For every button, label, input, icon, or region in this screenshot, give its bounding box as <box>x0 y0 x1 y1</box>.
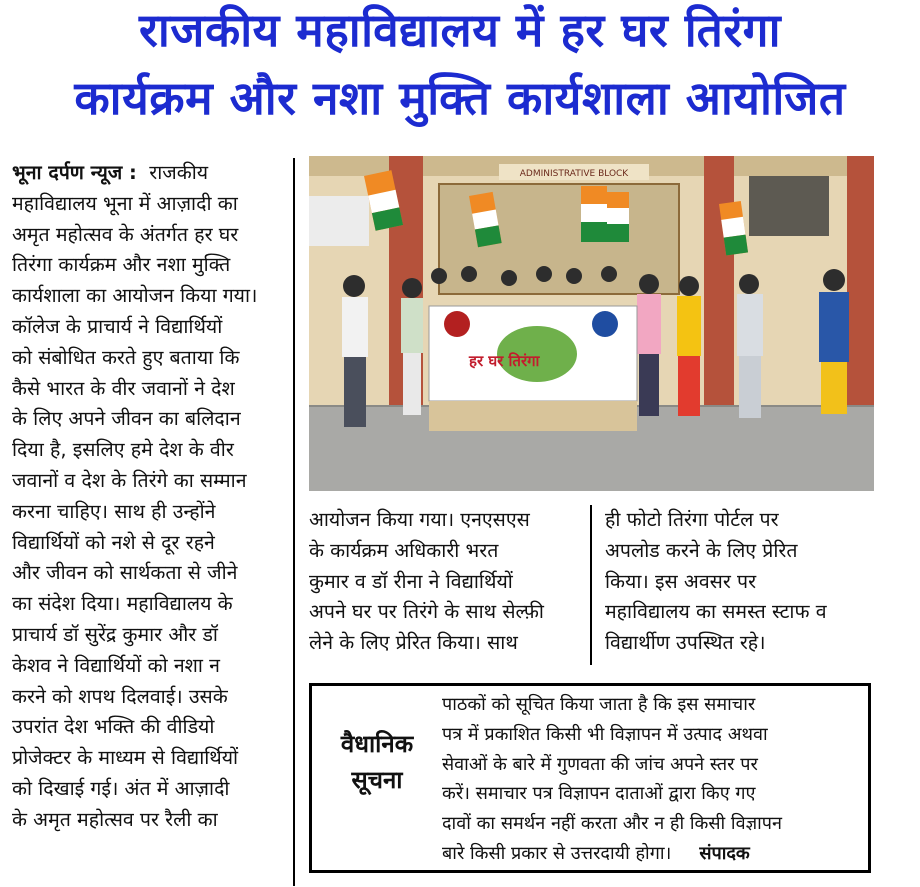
notice-line: करें। समाचार पत्र विज्ञापन दाताओं द्वारा किए गए <box>442 783 756 805</box>
notice-text: बारे किसी प्रकार से उत्तरदायी होगा। <box>442 842 672 864</box>
headline-line-2: कार्यक्रम और नशा मुक्ति कार्यशाला आयोजित <box>74 71 846 125</box>
article-line: करने को शपथ दिलवाई। उसके <box>12 684 228 708</box>
legal-notice-box <box>309 683 871 873</box>
notice-line: पाठकों को सूचित किया जाता है कि इस समाचार <box>442 694 756 715</box>
article-line: करना चाहिए। साथ ही उन्होंने <box>12 499 216 523</box>
article-line: अपलोड करने के लिए प्रेरित <box>605 538 798 562</box>
article-line: महाविद्यालय भूना में आज़ादी का <box>12 191 238 215</box>
article-left-column <box>12 158 282 836</box>
flag-icon <box>607 192 629 242</box>
article-line <box>12 158 282 189</box>
article-line: दिया है, इसलिए हमे देश के वीर <box>12 438 234 462</box>
article-line: कॉलेज के प्राचार्य ने विद्यार्थियों <box>12 314 223 338</box>
article-text: राजकीय <box>149 161 209 184</box>
notice-body <box>442 690 862 869</box>
article-line: महाविद्यालय का समस्त स्टाफ व <box>605 600 827 624</box>
article-line: जवानों व देश के तिरंगे का सम्मान <box>12 468 247 492</box>
article-line: केशव ने विद्यार्थियों को नशा न <box>12 653 220 677</box>
banner-text: हर घर तिरंगा <box>469 352 540 370</box>
article-line: उपरांत देश भक्ति की वीडियो <box>12 715 215 739</box>
notice-title-line: वैधानिक <box>340 730 414 758</box>
article-line: अपने घर पर तिरंगे के साथ सेल्फ़ी <box>309 600 544 624</box>
article-line: तिरंगा कार्यक्रम और नशा मुक्ति <box>12 253 231 277</box>
editor-signature: संपादक <box>699 842 750 864</box>
article-line: अमृत महोत्सव के अंतर्गत हर घर <box>12 222 239 246</box>
article-line: प्राचार्य डॉ सुरेंद्र कुमार और डॉ <box>12 622 218 646</box>
article-middle-column <box>309 505 577 659</box>
article-line: को दिखाई गई। अंत में आज़ादी <box>12 776 230 800</box>
building-sign: ADMINISTRATIVE BLOCK <box>519 169 629 179</box>
notice-line: पत्र में प्रकाशित किसी भी विज्ञापन में उत्पाद अथवा <box>442 723 768 745</box>
article-line: कुमार व डॉ रीना ने विद्यार्थियों <box>309 569 513 593</box>
column-divider <box>590 505 592 665</box>
notice-line: दावों का समर्थन नहीं करता और न ही किसी विज्ञापन <box>442 813 782 835</box>
article-line: ही फोटो तिरंगा पोर्टल पर <box>605 508 779 531</box>
flag-icon <box>581 186 607 242</box>
notice-title-line: सूचना <box>351 766 403 794</box>
article-line: लेने के लिए प्रेरित किया। साथ <box>309 631 518 655</box>
article-line: के लिए अपने जीवन का बलिदान <box>12 407 241 431</box>
notice-title <box>322 726 432 798</box>
article-line: कार्यशाला का आयोजन किया गया। <box>12 284 258 308</box>
article-line: के अमृत महोत्सव पर रैली का <box>12 807 218 831</box>
article-right-column <box>605 505 873 659</box>
byline: भूना दर्पण न्यूज : <box>12 161 137 184</box>
article-line: के कार्यक्रम अधिकारी भरत <box>309 538 499 562</box>
article-line: को संबोधित करते हुए बताया कि <box>12 345 240 369</box>
article-line: विद्यार्थीण उपस्थित रहे। <box>605 631 766 655</box>
article-line: विद्यार्थियों को नशे से दूर रहने <box>12 530 215 554</box>
article-line: कैसे भारत के वीर जवानों ने देश <box>12 376 235 400</box>
headline-line-1: राजकीय महाविद्यालय में हर घर तिरंगा <box>139 3 781 57</box>
article-line: किया। इस अवसर पर <box>605 569 757 593</box>
article-line: आयोजन किया गया। एनएसएस <box>309 508 530 531</box>
column-divider <box>293 158 295 886</box>
notice-line <box>442 839 862 869</box>
article-line: प्रोजेक्टर के माध्यम से विद्यार्थियों <box>12 746 239 770</box>
article-line: और जीवन को सार्थकता से जीने <box>12 561 238 585</box>
event-photo <box>309 156 874 491</box>
notice-line: सेवाओं के बारे में गुणवता की जांच अपने स्तर पर <box>442 753 758 775</box>
article-line: का संदेश दिया। महाविद्यालय के <box>12 592 233 616</box>
